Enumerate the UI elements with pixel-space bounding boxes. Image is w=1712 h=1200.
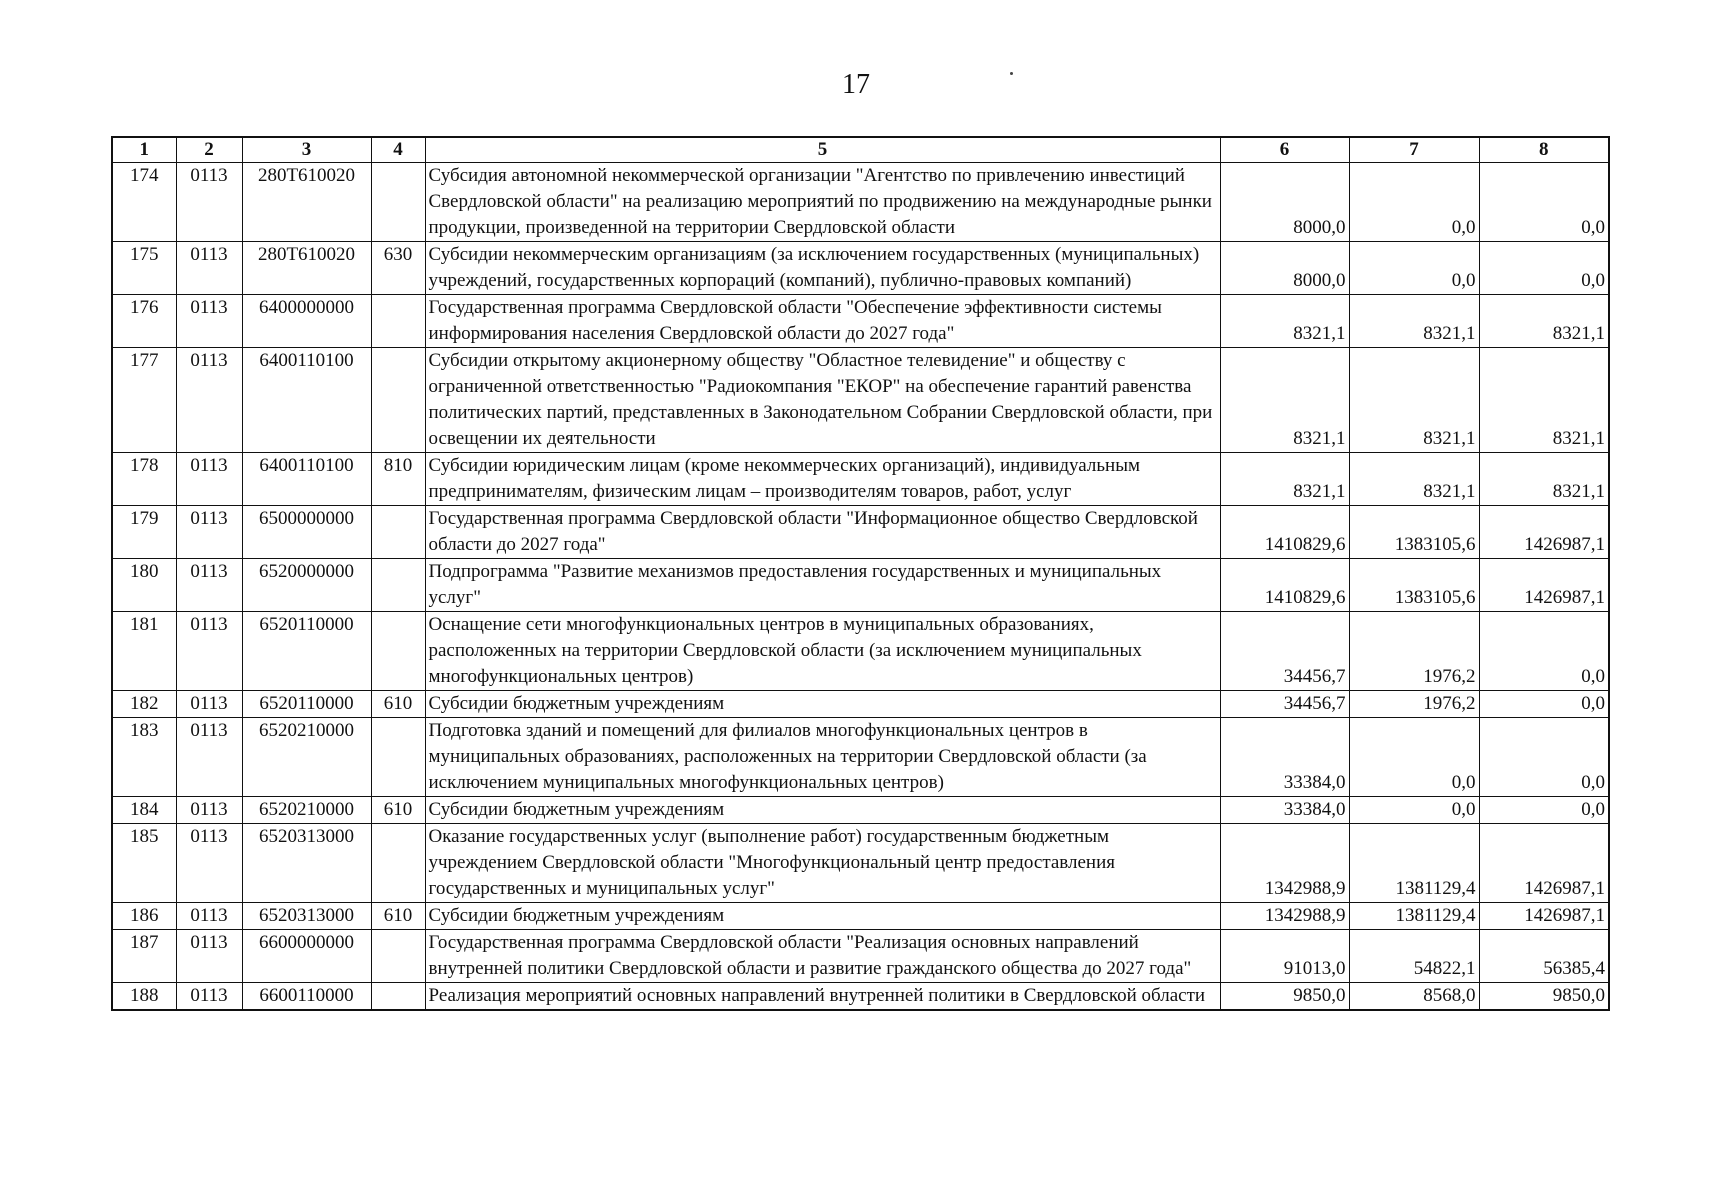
row-number: 188 xyxy=(112,983,176,1011)
amount-col-7: 1381129,4 xyxy=(1349,903,1479,930)
target-article-code: 280Т610020 xyxy=(242,242,371,295)
amount-col-6: 9850,0 xyxy=(1220,983,1349,1011)
section-code: 0113 xyxy=(176,453,242,506)
target-article-code: 6520313000 xyxy=(242,824,371,903)
target-article-code: 6400000000 xyxy=(242,295,371,348)
row-number: 183 xyxy=(112,718,176,797)
amount-col-6: 8321,1 xyxy=(1220,348,1349,453)
amount-col-6: 34456,7 xyxy=(1220,691,1349,718)
target-article-code: 6600000000 xyxy=(242,930,371,983)
amount-col-8: 0,0 xyxy=(1479,797,1609,824)
table-row xyxy=(112,348,1609,453)
item-name: Субсидии юридическим лицам (кроме некоммерческих организаций), индивидуальным предпринимателям, физическим лицам – производителям товаров, работ, услуг xyxy=(425,453,1220,506)
row-number: 179 xyxy=(112,506,176,559)
table-row xyxy=(112,295,1609,348)
table-row xyxy=(112,797,1609,824)
item-name: Субсидии бюджетным учреждениям xyxy=(425,797,1220,824)
section-code: 0113 xyxy=(176,903,242,930)
item-name: Государственная программа Свердловской области "Реализация основных направлений внутренней политики Свердловской области и развитие гражданского общества до 2027 года" xyxy=(425,930,1220,983)
amount-col-7: 8321,1 xyxy=(1349,295,1479,348)
col-header-8: 8 xyxy=(1479,137,1609,163)
target-article-code: 6500000000 xyxy=(242,506,371,559)
amount-col-7: 8321,1 xyxy=(1349,453,1479,506)
col-header-6: 6 xyxy=(1220,137,1349,163)
item-name: Субсидии некоммерческим организациям (за исключением государственных (муниципальных) учреждений, государственных корпораций (компаний), публично-правовых компаний) xyxy=(425,242,1220,295)
header-row xyxy=(112,137,1609,163)
expense-kind-code xyxy=(371,983,425,1011)
amount-col-6: 1342988,9 xyxy=(1220,903,1349,930)
section-code: 0113 xyxy=(176,295,242,348)
section-code: 0113 xyxy=(176,691,242,718)
col-header-7: 7 xyxy=(1349,137,1479,163)
target-article-code: 280Т610020 xyxy=(242,163,371,242)
budget-table xyxy=(111,136,1610,1011)
amount-col-8: 8321,1 xyxy=(1479,295,1609,348)
amount-col-7: 0,0 xyxy=(1349,242,1479,295)
amount-col-8: 1426987,1 xyxy=(1479,903,1609,930)
amount-col-7: 54822,1 xyxy=(1349,930,1479,983)
table-row xyxy=(112,612,1609,691)
row-number: 176 xyxy=(112,295,176,348)
item-name: Субсидии бюджетным учреждениям xyxy=(425,903,1220,930)
item-name: Субсидии бюджетным учреждениям xyxy=(425,691,1220,718)
table-row xyxy=(112,824,1609,903)
item-name: Субсидия автономной некоммерческой организации "Агентство по привлечению инвестиций Свердловской области" на реализацию мероприятий по продвижению на международные рынки продукции, произведенной на территории Свердловской области xyxy=(425,163,1220,242)
target-article-code: 6520110000 xyxy=(242,612,371,691)
row-number: 175 xyxy=(112,242,176,295)
table-row xyxy=(112,559,1609,612)
amount-col-6: 8321,1 xyxy=(1220,295,1349,348)
table-row xyxy=(112,930,1609,983)
expense-kind-code xyxy=(371,930,425,983)
target-article-code: 6400110100 xyxy=(242,453,371,506)
expense-kind-code xyxy=(371,506,425,559)
table-row xyxy=(112,453,1609,506)
amount-col-8: 8321,1 xyxy=(1479,348,1609,453)
target-article-code: 6520000000 xyxy=(242,559,371,612)
section-code: 0113 xyxy=(176,506,242,559)
expense-kind-code xyxy=(371,718,425,797)
amount-col-6: 34456,7 xyxy=(1220,612,1349,691)
table-row xyxy=(112,718,1609,797)
section-code: 0113 xyxy=(176,242,242,295)
amount-col-6: 8321,1 xyxy=(1220,453,1349,506)
row-number: 174 xyxy=(112,163,176,242)
section-code: 0113 xyxy=(176,824,242,903)
table-row xyxy=(112,903,1609,930)
col-header-4: 4 xyxy=(371,137,425,163)
expense-kind-code: 810 xyxy=(371,453,425,506)
target-article-code: 6600110000 xyxy=(242,983,371,1011)
amount-col-6: 8000,0 xyxy=(1220,242,1349,295)
row-number: 185 xyxy=(112,824,176,903)
amount-col-8: 1426987,1 xyxy=(1479,824,1609,903)
expense-kind-code xyxy=(371,559,425,612)
row-number: 186 xyxy=(112,903,176,930)
col-header-2: 2 xyxy=(176,137,242,163)
expense-kind-code xyxy=(371,295,425,348)
amount-col-8: 0,0 xyxy=(1479,242,1609,295)
section-code: 0113 xyxy=(176,983,242,1011)
target-article-code: 6520110000 xyxy=(242,691,371,718)
section-code: 0113 xyxy=(176,163,242,242)
item-name: Оказание государственных услуг (выполнение работ) государственным бюджетным учреждением Свердловской области "Многофункциональный центр предоставления государственных и муниципальных услуг" xyxy=(425,824,1220,903)
amount-col-6: 91013,0 xyxy=(1220,930,1349,983)
expense-kind-code: 630 xyxy=(371,242,425,295)
amount-col-8: 0,0 xyxy=(1479,612,1609,691)
amount-col-8: 1426987,1 xyxy=(1479,559,1609,612)
table-row xyxy=(112,163,1609,242)
expense-kind-code: 610 xyxy=(371,797,425,824)
scan-speck xyxy=(1010,72,1013,75)
section-code: 0113 xyxy=(176,559,242,612)
expense-kind-code: 610 xyxy=(371,691,425,718)
target-article-code: 6520210000 xyxy=(242,718,371,797)
row-number: 178 xyxy=(112,453,176,506)
row-number: 180 xyxy=(112,559,176,612)
expense-kind-code xyxy=(371,612,425,691)
section-code: 0113 xyxy=(176,718,242,797)
amount-col-7: 8321,1 xyxy=(1349,348,1479,453)
amount-col-8: 0,0 xyxy=(1479,691,1609,718)
section-code: 0113 xyxy=(176,348,242,453)
amount-col-6: 33384,0 xyxy=(1220,797,1349,824)
amount-col-8: 1426987,1 xyxy=(1479,506,1609,559)
row-number: 177 xyxy=(112,348,176,453)
amount-col-8: 8321,1 xyxy=(1479,453,1609,506)
item-name: Реализация мероприятий основных направлений внутренней политики в Свердловской области xyxy=(425,983,1220,1011)
amount-col-7: 1383105,6 xyxy=(1349,506,1479,559)
expense-kind-code xyxy=(371,824,425,903)
amount-col-6: 1410829,6 xyxy=(1220,506,1349,559)
table-row xyxy=(112,242,1609,295)
item-name: Государственная программа Свердловской области "Обеспечение эффективности системы информирования населения Свердловской области до 2027 года" xyxy=(425,295,1220,348)
col-header-3: 3 xyxy=(242,137,371,163)
amount-col-7: 1381129,4 xyxy=(1349,824,1479,903)
target-article-code: 6400110100 xyxy=(242,348,371,453)
col-header-1: 1 xyxy=(112,137,176,163)
item-name: Субсидии открытому акционерному обществу "Областное телевидение" и обществу с ограниченной ответственностью "Радиокомпания "ЕКОР" на обеспечение гарантий равенства политических партий, представленных в Законодательном Собрании Свердловской области, при освещении их деятельности xyxy=(425,348,1220,453)
target-article-code: 6520210000 xyxy=(242,797,371,824)
amount-col-6: 8000,0 xyxy=(1220,163,1349,242)
expense-kind-code xyxy=(371,163,425,242)
amount-col-6: 1342988,9 xyxy=(1220,824,1349,903)
table-row xyxy=(112,691,1609,718)
section-code: 0113 xyxy=(176,797,242,824)
table-row xyxy=(112,506,1609,559)
target-article-code: 6520313000 xyxy=(242,903,371,930)
amount-col-7: 1976,2 xyxy=(1349,612,1479,691)
col-header-5: 5 xyxy=(425,137,1220,163)
section-code: 0113 xyxy=(176,612,242,691)
table-row xyxy=(112,983,1609,1011)
amount-col-7: 0,0 xyxy=(1349,797,1479,824)
section-code: 0113 xyxy=(176,930,242,983)
amount-col-7: 1383105,6 xyxy=(1349,559,1479,612)
amount-col-8: 0,0 xyxy=(1479,718,1609,797)
row-number: 187 xyxy=(112,930,176,983)
amount-col-8: 9850,0 xyxy=(1479,983,1609,1011)
amount-col-8: 0,0 xyxy=(1479,163,1609,242)
item-name: Подготовка зданий и помещений для филиалов многофункциональных центров в муниципальных образованиях, расположенных на территории Свердловской области (за исключением муниципальных многофункциональных центров) xyxy=(425,718,1220,797)
amount-col-7: 0,0 xyxy=(1349,163,1479,242)
expense-kind-code xyxy=(371,348,425,453)
page-number: 17 xyxy=(842,69,870,100)
amount-col-7: 8568,0 xyxy=(1349,983,1479,1011)
row-number: 182 xyxy=(112,691,176,718)
amount-col-7: 0,0 xyxy=(1349,718,1479,797)
amount-col-7: 1976,2 xyxy=(1349,691,1479,718)
row-number: 184 xyxy=(112,797,176,824)
expense-kind-code: 610 xyxy=(371,903,425,930)
row-number: 181 xyxy=(112,612,176,691)
item-name: Подпрограмма "Развитие механизмов предоставления государственных и муниципальных услуг" xyxy=(425,559,1220,612)
amount-col-6: 33384,0 xyxy=(1220,718,1349,797)
item-name: Государственная программа Свердловской области "Информационное общество Свердловской области до 2027 года" xyxy=(425,506,1220,559)
amount-col-8: 56385,4 xyxy=(1479,930,1609,983)
item-name: Оснащение сети многофункциональных центров в муниципальных образованиях, расположенных на территории Свердловской области (за исключением муниципальных многофункциональных центров) xyxy=(425,612,1220,691)
amount-col-6: 1410829,6 xyxy=(1220,559,1349,612)
